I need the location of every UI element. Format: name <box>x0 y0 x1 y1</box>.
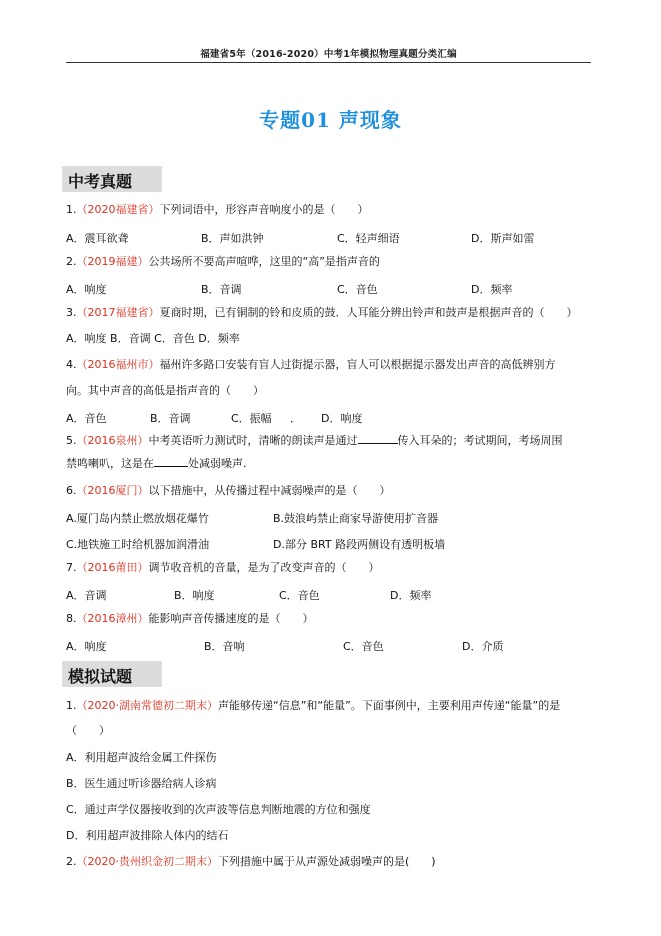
section-heading-mock-exams: 模拟试题 <box>68 667 133 686</box>
section-heading-real-exams: 中考真题 <box>68 172 133 191</box>
question-4-stem-continued: 向。其中声音的高低是指声音的（ ） <box>66 384 264 397</box>
question-number: 3. <box>66 306 77 319</box>
document-title: 专题01 声现象 <box>259 108 402 132</box>
mock-question-2-stem <box>66 855 436 869</box>
question-number: 1. <box>66 699 77 712</box>
option-d: D．频率 <box>471 283 513 296</box>
option-c: C．音色 <box>337 283 378 296</box>
option-d: D.部分 BRT 路段两侧设有透明板墙 <box>273 538 446 551</box>
option-b: B.鼓浪屿禁止商家导游使用扩音器 <box>273 512 439 525</box>
mock-question-1-stem <box>66 699 560 713</box>
question-6-options-row-2 <box>66 536 586 550</box>
option-d: D．频率 <box>390 589 432 602</box>
question-text: 调节收音机的音量，是为了改变声音的（ ） <box>148 561 380 574</box>
question-text: 夏商时期，已有铜制的铃和皮质的鼓．人耳能分辨出铃声和鼓声是根据声音的（ ） <box>159 306 578 319</box>
option-separator: ． <box>290 412 301 425</box>
question-source: （2016福州市） <box>76 358 160 371</box>
mock-question-1-stem-continued: （ ） <box>66 724 110 737</box>
option-a: A.厦门岛内禁止燃放烟花爆竹 <box>66 512 209 525</box>
question-text: 公共场所不要高声喧哗，这里的“高”是指声音的 <box>148 255 380 268</box>
option-b: B．响度 <box>174 589 215 602</box>
question-text: 下列措施中属于从声源处减弱噪声的是( ) <box>218 855 436 868</box>
question-number: 1. <box>66 203 77 216</box>
question-3-options: A．响度 B．音调 C．音色 D．频率 <box>66 332 240 345</box>
question-number: 6. <box>66 484 77 497</box>
question-4-stem <box>66 358 556 372</box>
question-text: 中考英语听力测试时，清晰的朗读声是通过 <box>148 434 358 447</box>
option-c: C．振幅 <box>231 412 272 425</box>
question-8-options <box>66 638 586 652</box>
question-6-stem <box>66 484 391 498</box>
question-5-stem <box>66 433 563 448</box>
page-header: 福建省5年（2016-2020）中考1年模拟物理真题分类汇编 <box>200 49 457 60</box>
question-source: （2020福建省） <box>76 203 160 216</box>
question-text: 以下措施中，从传播过程中减弱噪声的是（ ） <box>148 484 391 497</box>
option-c: C．通过声学仪器接收到的次声波等信息判断地震的方位和强度 <box>66 803 371 816</box>
question-4-options <box>66 410 586 424</box>
question-5-stem-continued <box>66 456 247 471</box>
option-a: A．音调 <box>66 589 107 602</box>
option-d: D．响度 <box>321 412 363 425</box>
option-a: A．利用超声波给金属工件探伤 <box>66 751 217 764</box>
option-b: B．音响 <box>204 640 245 653</box>
question-source: （2020·贵州织金初二期末） <box>76 855 218 868</box>
question-number: 5. <box>66 434 77 447</box>
option-d: D．斯声如雷 <box>471 232 535 245</box>
option-c: C.地铁施工时给机器加润滑油 <box>66 538 210 551</box>
question-text: 禁鸣喇叭，这是在 <box>66 457 154 470</box>
question-3-stem <box>66 306 578 320</box>
question-source: （2016漳州） <box>76 612 149 625</box>
option-b: B．音调 <box>201 283 242 296</box>
question-text: 福州许多路口安装有盲人过街提示器，盲人可以根据提示器发出声音的高低辨别方 <box>159 358 556 371</box>
question-number: 7. <box>66 561 77 574</box>
option-a: A．震耳欲聋 <box>66 232 129 245</box>
question-2-stem <box>66 255 380 269</box>
option-d: D．利用超声波排除人体内的结石 <box>66 829 229 842</box>
question-source: （2017福建省） <box>76 306 160 319</box>
question-source: （2019福建） <box>76 255 149 268</box>
question-1-options <box>66 230 586 244</box>
question-number: 8. <box>66 612 77 625</box>
question-2-options <box>66 281 586 295</box>
question-source: （2020·湖南常德初二期末） <box>76 699 218 712</box>
question-text: 处减弱噪声. <box>188 457 247 470</box>
question-text: 下列词语中，形容声音响度小的是（ ） <box>159 203 369 216</box>
question-source: （2016泉州） <box>76 434 149 447</box>
question-source: （2016厦门） <box>76 484 149 497</box>
question-7-options <box>66 587 586 601</box>
option-b: B．医生通过听诊器给病人诊病 <box>66 777 217 790</box>
question-1-stem <box>66 203 369 217</box>
option-a: A．响度 <box>66 283 107 296</box>
option-d: D．介质 <box>462 640 504 653</box>
option-c: C．音色 <box>279 589 320 602</box>
question-number: 2. <box>66 855 77 868</box>
question-number: 2. <box>66 255 77 268</box>
answer-blank <box>358 433 398 444</box>
option-c: C．轻声细语 <box>337 232 400 245</box>
question-text: 传入耳朵的；考试期间，考场周围 <box>397 434 563 447</box>
option-c: C．音色 <box>343 640 384 653</box>
option-b: B．音调 <box>150 412 191 425</box>
question-8-stem <box>66 612 314 626</box>
question-text: 能影响声音传播速度的是（ ） <box>148 612 314 625</box>
answer-blank <box>154 456 188 467</box>
question-source: （2016莆田） <box>76 561 149 574</box>
option-a: A．响度 <box>66 640 107 653</box>
question-6-options-row-1 <box>66 510 586 524</box>
option-b: B．声如洪钟 <box>201 232 264 245</box>
question-7-stem <box>66 561 380 575</box>
question-number: 4. <box>66 358 77 371</box>
question-text: 声能够传递“信息”和“能量”。下面事例中，主要利用声传递“能量”的是 <box>218 699 561 712</box>
header-rule <box>66 62 591 63</box>
option-a: A．音色 <box>66 412 107 425</box>
